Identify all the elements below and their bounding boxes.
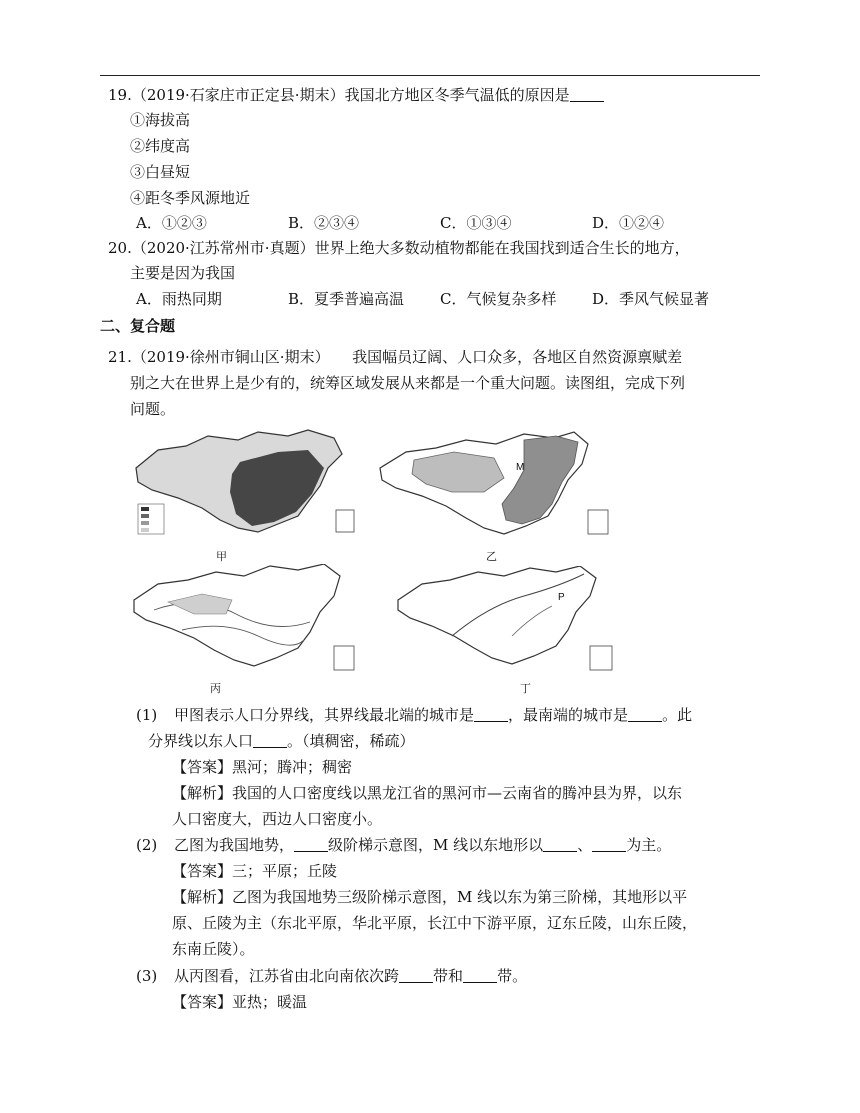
q21-sub1-blank-2[interactable]: [628, 706, 662, 722]
q21-sub1-answer: 【答案】黑河；腾冲；稠密: [172, 758, 353, 776]
q19-item-4: ④距冬季风源地近: [130, 189, 251, 207]
map-yi-label: 乙: [486, 550, 497, 563]
section-title: 二、复合题: [100, 317, 176, 335]
q21-sub1-line1: [136, 705, 692, 725]
q21-sub3-text-b: 带和: [433, 967, 464, 985]
q21-sub1-analysis-2: 人口密度大，西边人口密度小。: [172, 810, 383, 828]
q21-sub1-text-c: 。此: [662, 706, 693, 724]
q20-option-b[interactable]: B．夏季普遍高温: [288, 290, 405, 308]
map-ding: [392, 566, 618, 676]
q21-sub3-blank-2[interactable]: [463, 967, 497, 983]
q21-sub1-blank-1[interactable]: [474, 706, 508, 722]
q20-stem-line2: 主要是因为我国: [130, 264, 236, 282]
q20-option-d[interactable]: D．季风气候显著: [592, 290, 710, 308]
map-bing: [128, 564, 360, 676]
q21-sub1-text-a: 甲图表示人口分界线，其界线最北端的城市是: [174, 706, 475, 724]
q21-sub2-answer: 【答案】三；平原；丘陵: [172, 862, 338, 880]
q21-sub3-num: (3): [136, 967, 158, 985]
q21-sub1-text-b: ，最南端的城市是: [508, 706, 629, 724]
q21-sub2-text-b: 级阶梯示意图，M 线以东地形以: [328, 836, 544, 854]
q21-sub3-blank-1[interactable]: [399, 967, 433, 983]
q21-sub2-blank-3[interactable]: [592, 836, 626, 852]
q21-sub2-analysis-2: 原、丘陵为主（东北平原，华北平原，长江中下游平原，辽东丘陵，山东丘陵，: [172, 914, 698, 932]
q20-option-c[interactable]: C．气候复杂多样: [440, 290, 557, 308]
q21-sub2-num: (2): [136, 836, 158, 854]
q21-sub2-blank-1[interactable]: [294, 836, 328, 852]
q21-sub2-text-d: 为主。: [626, 836, 672, 854]
q21-sub1-text-d: 分界线以东人口: [148, 732, 254, 750]
map-yi-m-mark: M: [516, 462, 525, 473]
map-ding-label: 丁: [520, 682, 531, 695]
map-bing-label: 丙: [210, 682, 221, 695]
q19-option-c[interactable]: C．①③④: [440, 214, 512, 232]
header-rule: [100, 75, 760, 76]
q20-option-a[interactable]: A．雨热同期: [136, 290, 222, 308]
q21-stem-line1: 21.（2019·徐州市铜山区·期末） 我国幅员辽阔、人口众多，各地区自然资源禀赋差: [108, 348, 683, 366]
q21-stem-line3: 问题。: [130, 400, 176, 418]
q21-sub3-text-a: 从丙图看，江苏省由北向南依次跨: [174, 967, 400, 985]
q20-stem-line1: 20.（2020·江苏常州市·真题）世界上绝大多数动植物都能在我国找到适合生长的地方，: [108, 239, 690, 257]
q21-sub1-line2: [148, 731, 415, 751]
q19-item-3: ③白昼短: [130, 163, 191, 181]
q21-sub3-answer: 【答案】亚热；暖温: [172, 993, 308, 1011]
q21-sub1-blank-3[interactable]: [253, 732, 287, 748]
q21-sub2-blank-2[interactable]: [543, 836, 577, 852]
q21-sub3-line1: [136, 966, 527, 986]
q19-stem: [108, 85, 604, 105]
q19-option-b[interactable]: B．②③④: [288, 214, 360, 232]
q19-option-d[interactable]: D．①②④: [592, 214, 665, 232]
q19-item-1: ①海拔高: [130, 111, 191, 129]
map-ding-p-mark: P: [558, 592, 565, 603]
q21-sub2-text-c: 、: [577, 836, 593, 854]
q21-sub1-text-e: 。（填稠密，稀疏）: [287, 732, 415, 750]
q19-option-a[interactable]: A．①②③: [136, 214, 207, 232]
map-jia-label: 甲: [216, 550, 227, 563]
q21-sub1-analysis-1: 【解析】我国的人口密度线以黑龙江省的黑河市—云南省的腾冲县为界，以东: [172, 784, 683, 802]
q19-item-2: ②纬度高: [130, 137, 191, 155]
q21-sub1-num: (1): [136, 706, 158, 724]
map-yi: [374, 430, 614, 542]
q21-stem-line2: 别之大在世界上是少有的，统筹区域发展从来都是一个重大问题。读图组，完成下列: [130, 374, 686, 392]
q19-answer-blank[interactable]: [570, 86, 604, 102]
q21-sub2-text-a: 乙图为我国地势，: [174, 836, 295, 854]
q19-stem-text: 19.（2019·石家庄市正定县·期末）我国北方地区冬季气温低的原因是: [108, 86, 570, 104]
q21-sub3-text-c: 带。: [497, 967, 528, 985]
map-jia: [128, 428, 360, 546]
q21-sub2-analysis-3: 东南丘陵）。: [172, 940, 255, 958]
q21-sub2-line1: [136, 835, 671, 855]
q21-sub2-analysis-1: 【解析】乙图为我国地势三级阶梯示意图，M 线以东为第三阶梯，其地形以平: [172, 888, 688, 906]
